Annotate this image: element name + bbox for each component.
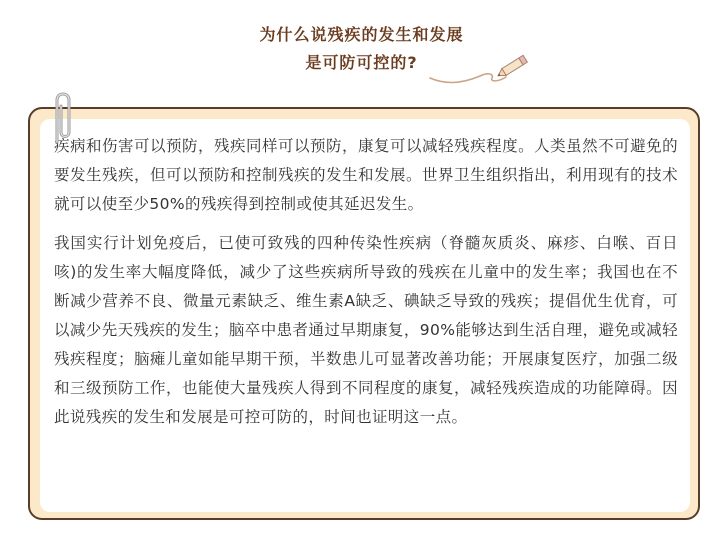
page-subtitle: 是可防可控的? bbox=[305, 53, 418, 72]
content-card bbox=[40, 119, 690, 512]
page-title: 为什么说残疾的发生和发展 bbox=[259, 25, 464, 44]
paragraph-1: 疾病和伤害可以预防，残疾同样可以预防，康复可以减轻残疾程度。人类虽然不可避免的要发生残疾，但可以预防和控制残疾的发生和发展。世界卫生组织指出，利用现有的技术就可以使至少50%的残疾得到控制或使其延迟发生。 bbox=[54, 137, 678, 213]
pencil-icon bbox=[428, 52, 528, 86]
paperclip-icon bbox=[45, 86, 77, 146]
paragraph-2: 我国实行计划免疫后，已使可致残的四种传染性疾病（脊髓灰质炎、麻疹、白喉、百日咳)的发生率大幅度降低，减少了这些疾病所导致的残疾在儿童中的发生率；我国也在不断减少营养不良、微量元素缺乏、维生素A缺乏、碘缺乏导致的残疾；提倡优生优育，可以减少先天残疾的发生；脑卒中患者通过早期康复，90%能够达到生活自理，避免或减轻残疾程度；脑瘫儿童如能早期干预，半数患儿可显著改善功能；开展康复医疗，加强二级和三级预防工作，也能使大量残疾人得到不同程度的康复，减轻残疾造成的功能障碍。因此说残疾的发生和发展是可控可防的，时间也证明这一点。 bbox=[54, 234, 678, 426]
